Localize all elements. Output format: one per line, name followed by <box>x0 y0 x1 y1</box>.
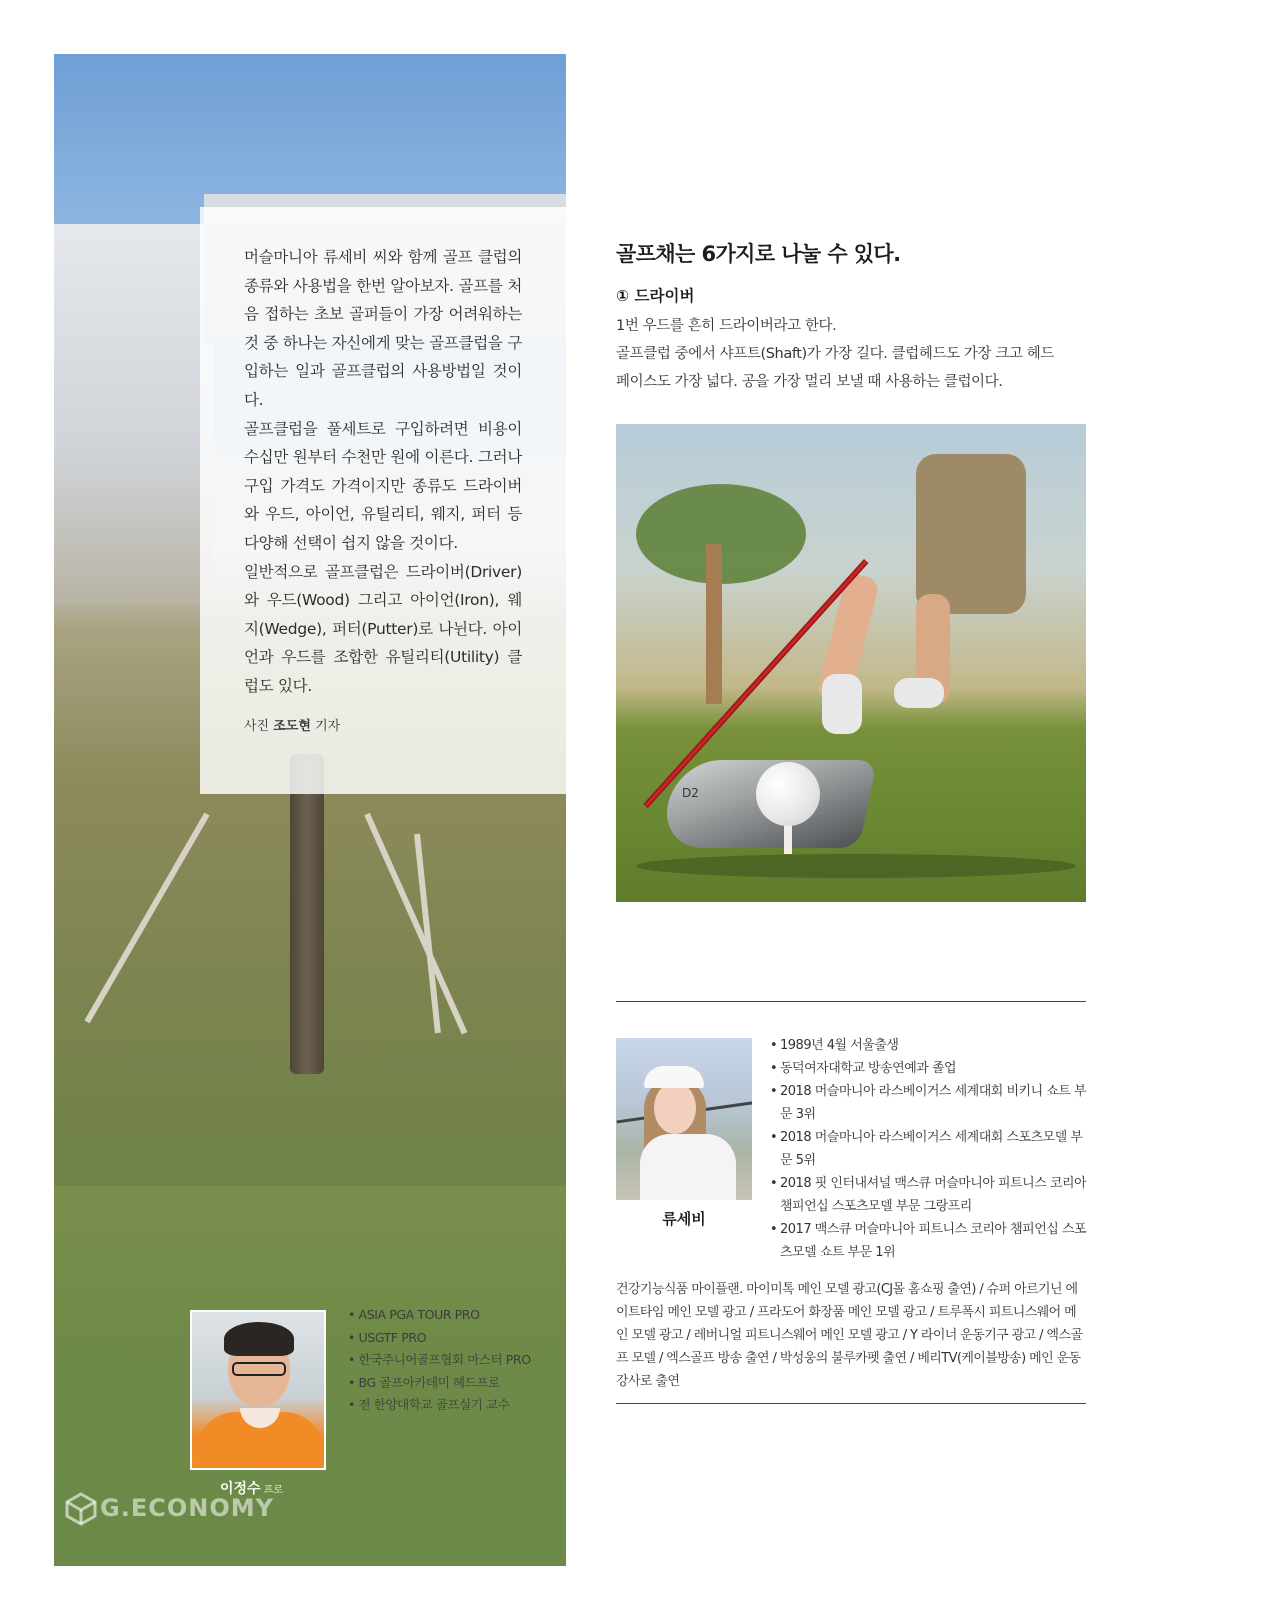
golf-tee <box>784 824 792 854</box>
tree-support-pole <box>84 813 209 1024</box>
pro-credential-item: • 한국주니어골프협회 마스터 PRO <box>348 1352 531 1367</box>
divider-bottom <box>616 1403 1086 1404</box>
tree-trunk <box>290 754 324 1074</box>
model-profile-item: • 1989년 4월 서울출생 <box>770 1034 1088 1057</box>
driver-line: 골프클럽 중에서 샤프트(Shaft)가 가장 길다. 클럽헤드도 가장 크고 헤드 <box>616 346 1054 362</box>
divider-top <box>616 1001 1086 1002</box>
pro-credential-item: • BG 골프아카데미 헤드프로 <box>348 1374 500 1390</box>
pro-hair <box>224 1322 294 1356</box>
golfer-shoe <box>894 678 944 708</box>
model-profile-list <box>770 1034 1088 1264</box>
model-name: 류세비 <box>662 1210 706 1228</box>
driver-description <box>616 312 1086 396</box>
palm-tree-trunk <box>706 544 722 704</box>
driver-line: 페이스도 가장 넓다. 공을 가장 멀리 보낼 때 사용하는 클럽이다. <box>616 374 1003 390</box>
pro-credential-item: • USGTF PRO <box>348 1329 427 1345</box>
pro-credential-item: • ASIA PGA TOUR PRO <box>348 1307 480 1322</box>
pro-credentials <box>348 1304 531 1417</box>
intro-paragraph-3: 일반적으로 골프클럽은 드라이버(Driver)와 우드(Wood) 그리고 아이언(Iron), 웨지(Wedge), 퍼터(Putter)로 나뉜다. 아이언과 우드를 조합한 유틸리티(Utility) 클럽도 있다. <box>244 562 522 695</box>
pro-glasses <box>232 1362 286 1376</box>
driver-line: 1번 우드를 흔히 드라이버라고 한다. <box>616 318 837 334</box>
photo-credit-prefix: 사진 <box>244 718 274 734</box>
pro-credential-item: • 전 한양대학교 골프실기 교수 <box>348 1397 510 1412</box>
golfer-shoe <box>822 674 862 734</box>
watermark-text: G.ECONOMY <box>100 1494 274 1522</box>
photo-credit <box>244 715 522 734</box>
club-head-mark: D2 <box>682 786 699 800</box>
model-profile-item: • 2018 머슬마니아 라스베이거스 세계대회 스포츠모델 부문 5위 <box>770 1126 1088 1172</box>
background-building <box>54 224 214 604</box>
pro-title: 프로 <box>263 1485 283 1496</box>
club-shadow <box>636 854 1076 878</box>
pro-name-text: 이정수 <box>220 1481 261 1497</box>
pro-portrait <box>190 1310 326 1470</box>
section-title: 골프채는 6가지로 나눌 수 있다. <box>616 242 901 266</box>
driver-photo <box>616 424 1086 902</box>
driver-heading: ① 드라이버 <box>616 287 695 305</box>
photo-credit-name: 조도현 <box>273 718 311 734</box>
publisher-watermark <box>64 1492 274 1526</box>
model-profile-item: • 2018 머슬마니아 라스베이거스 세계대회 비키니 쇼트 부문 3위 <box>770 1080 1088 1126</box>
model-cap <box>644 1066 704 1088</box>
model-face <box>654 1082 696 1134</box>
golf-ball <box>756 762 820 826</box>
golfer-shorts <box>916 454 1026 614</box>
intro-paragraph-2: 골프클럽을 풀세트로 구입하려면 비용이 수십만 원부터 수천만 원에 이른다. 그러나 구입 가격도 가격이지만 종류도 드라이버와 우드, 아이언, 유틸리티, 웨지, 퍼터 등 다양해 선택이 쉽지 않을 것이다. <box>244 419 522 552</box>
model-body <box>640 1134 736 1200</box>
cube-logo-icon <box>64 1492 98 1526</box>
model-profile-item: • 동덕여자대학교 방송연예과 졸업 <box>770 1057 1088 1080</box>
model-career: 건강기능식품 마이플랜. 마이미톡 메인 모델 광고(CJ몰 홈쇼핑 출연) / 슈퍼 아르기닌 에이트타임 메인 모델 광고 / 프라도어 화장품 메인 모델 광고 / 트루폭시 피트니스웨어 메인 모델 광고 / 레버니얼 피트니스웨어 메인 모델 광고 / Y 라이너 운동기구 광고 / 엑스골프 모델 / 엑스골프 방송 출연 / 박성웅의 불루카펫 출연 / 베리TV(케이블방송) 메인 운동강사로 출연 <box>616 1282 1083 1389</box>
photo-credit-suffix: 기자 <box>310 718 341 734</box>
intro-paragraph-1: 머슬마니아 류세비 씨와 함께 골프 클럽의 종류와 사용법을 한번 알아보자. 골프를 처음 접하는 초보 골퍼들이 가장 어려워하는 것 중 하나는 자신에게 맞는 골프클럽을 구입하는 일과 골프클럽의 사용방법일 것이다. <box>244 248 522 409</box>
model-portrait <box>616 1038 752 1200</box>
model-profile-item: • 2017 맥스큐 머슬마니아 피트니스 코리아 챔피언십 스포츠모델 쇼트 부문 1위 <box>770 1218 1088 1264</box>
model-profile-item: • 2018 핏 인터내셔널 맥스큐 머슬마니아 피트니스 코리아 챔피언십 스포츠모델 부문 그랑프리 <box>770 1172 1088 1218</box>
intro-text-box <box>200 207 566 794</box>
